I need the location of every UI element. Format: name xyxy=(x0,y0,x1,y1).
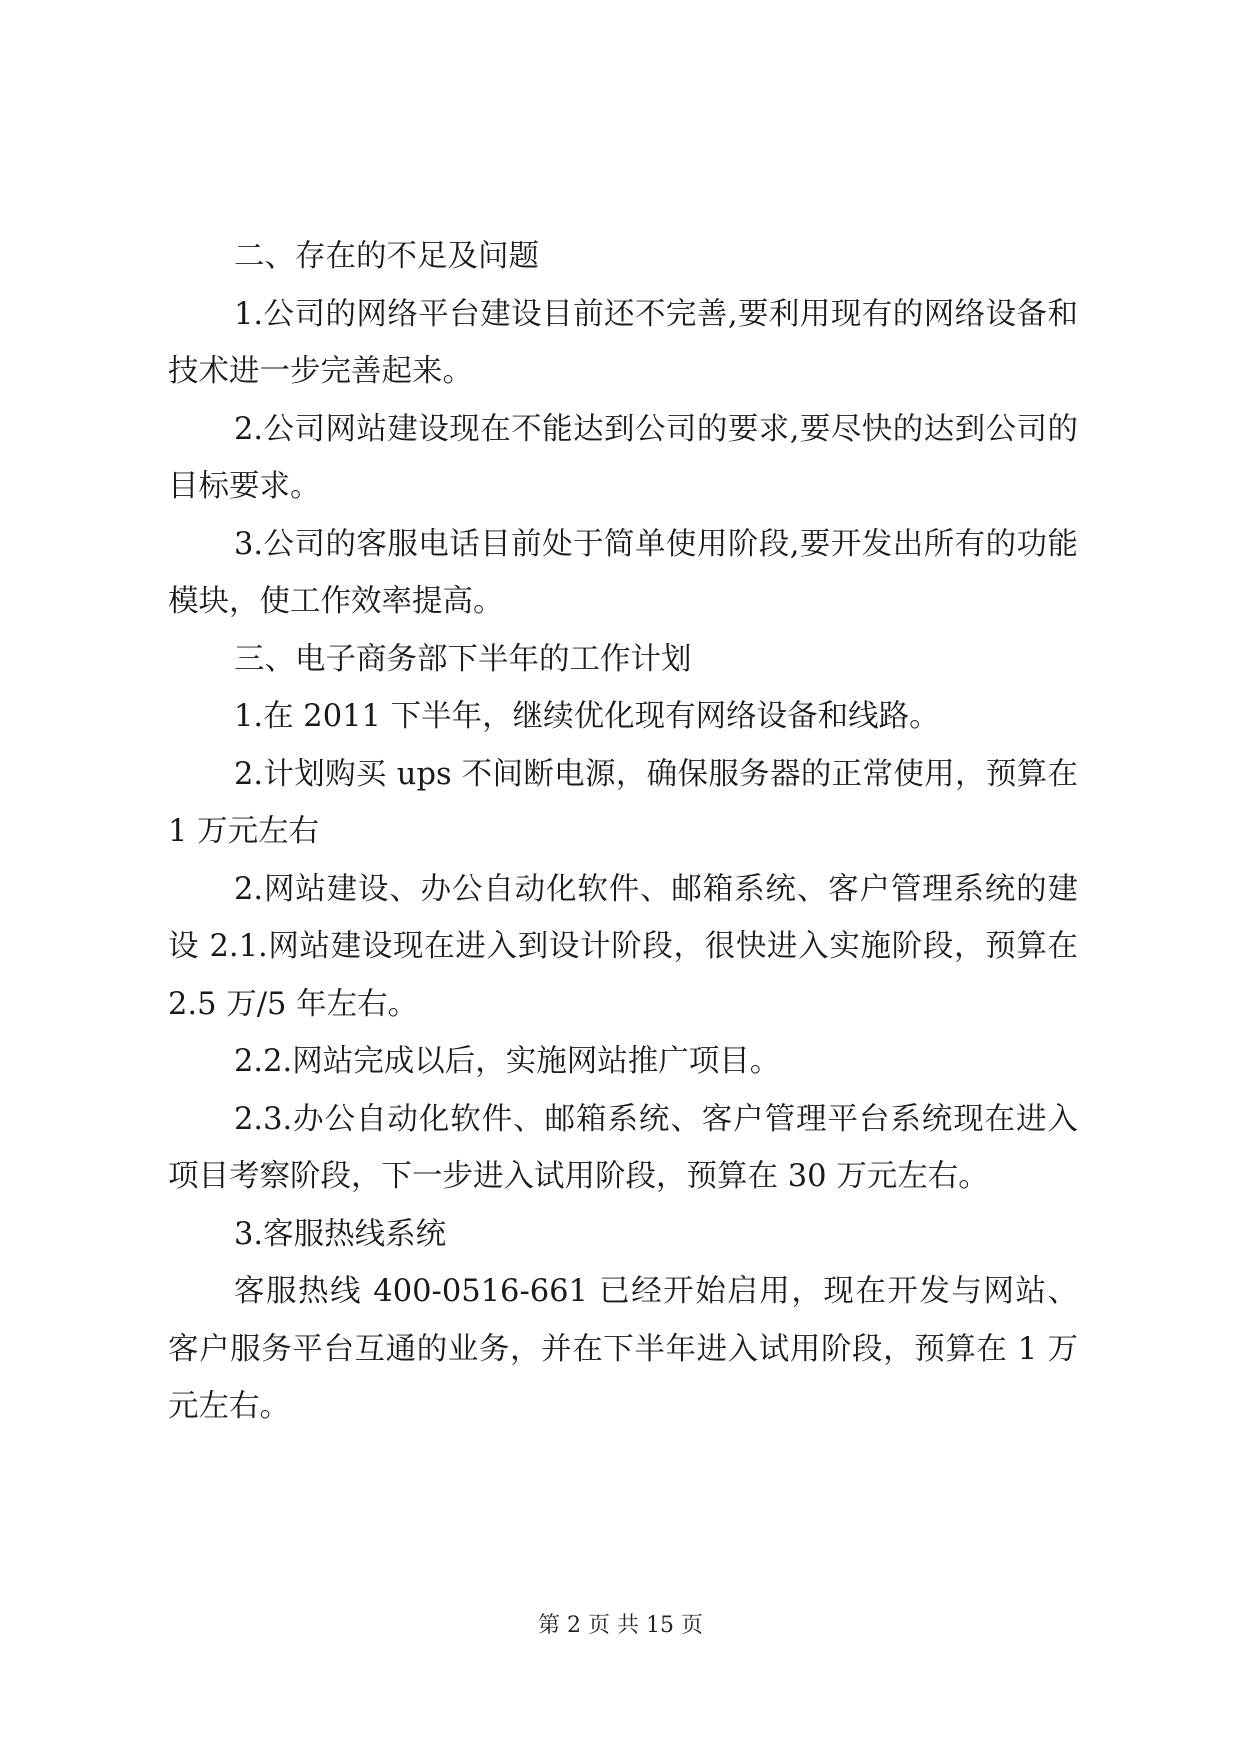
paragraph-problem-3: 3.公司的客服电话目前处于简单使用阶段,要开发出所有的功能模块，使工作效率提高。 xyxy=(168,526,1078,619)
paragraph-plan-2-3: 2.3.办公自动化软件、邮箱系统、客户管理平台系统现在进入项目考察阶段，下一步进入试用阶段，预算在 30 万元左右。 xyxy=(168,1101,1078,1194)
paragraph-hotline: 客服热线 400-0516-661 已经开始启用，现在开发与网站、客户服务平台互通的业务，并在下半年进入试用阶段，预算在 1 万元左右。 xyxy=(168,1274,1078,1424)
document-body xyxy=(168,228,1078,1436)
paragraph-problem-2: 2.公司网站建设现在不能达到公司的要求,要尽快的达到公司的目标要求。 xyxy=(168,411,1078,504)
paragraph-plan-2-2: 2.2.网站完成以后，实施网站推广项目。 xyxy=(234,1044,781,1079)
page-footer: 第 2 页 共 15 页 xyxy=(538,1613,703,1638)
paragraph-plan-2-website: 2.网站建设、办公自动化软件、邮箱系统、客户管理系统的建设 2.1.网站建设现在进入到设计阶段，很快进入实施阶段，预算在 2.5 万/5 年左右。 xyxy=(168,871,1078,1022)
paragraph-plan-3: 3.客服热线系统 xyxy=(234,1216,447,1252)
paragraph-plan-2: 2.计划购买 ups 不间断电源，确保服务器的正常使用，预算在 1 万元左右 xyxy=(168,756,1078,849)
section-heading-plan: 三、电子商务部下半年的工作计划 xyxy=(234,641,692,677)
paragraph-problem-1: 1.公司的网络平台建设目前还不完善,要利用现有的网络设备和技术进一步完善起来。 xyxy=(168,296,1078,389)
paragraph-plan-1: 1.在 2011 下半年，继续优化现有网络设备和线路。 xyxy=(234,699,940,734)
section-heading-problems: 二、存在的不足及问题 xyxy=(234,239,539,274)
